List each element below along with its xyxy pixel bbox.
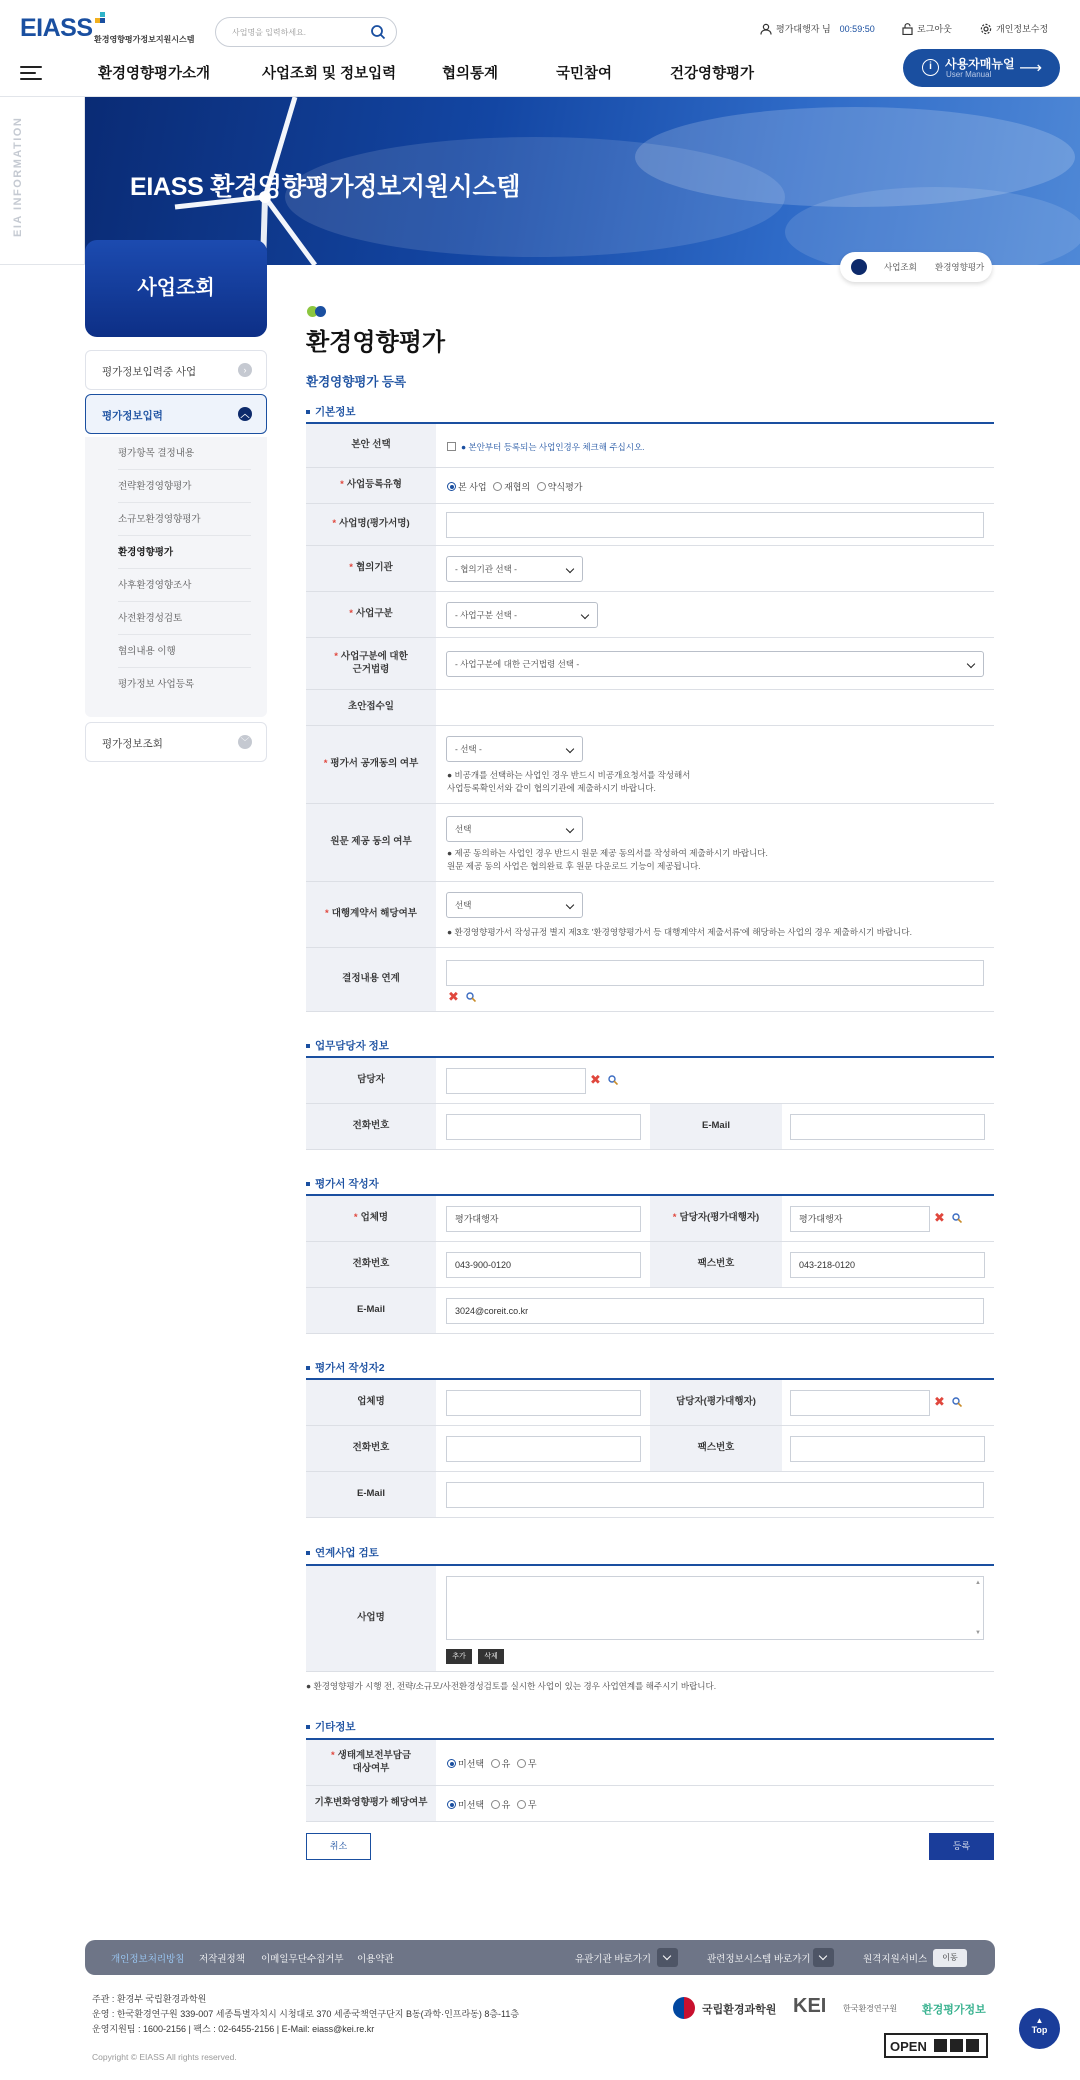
sub-item[interactable]: 협의내용 이행 <box>118 635 251 668</box>
chevron-down-icon[interactable] <box>813 1948 834 1967</box>
search-icon[interactable] <box>608 1075 618 1085</box>
label-manager-person: 담당자 <box>306 1058 436 1103</box>
label-manager-email: E-Mail <box>650 1104 782 1149</box>
label-writer-company: * 업체명 <box>306 1196 436 1241</box>
label-climate: 기후변화영향평가 해당여부 <box>306 1786 436 1821</box>
scroll-top-button[interactable] <box>1019 2008 1060 2049</box>
user-name: 평가대행자 님 <box>776 24 831 34</box>
sub-item[interactable]: 평가정보 사업등록 <box>118 679 195 690</box>
row-link <box>306 948 994 1012</box>
menu-icon[interactable] <box>20 66 42 80</box>
arrow-right-icon: ⟶ <box>1019 60 1042 77</box>
home-icon[interactable] <box>851 259 867 275</box>
manual-label: 사용자매뉴얼 <box>945 57 1015 71</box>
user-manual-button[interactable] <box>903 49 1060 87</box>
manual-sublabel: User Manual <box>946 70 992 79</box>
section-title-writer: 평가서 작성자 <box>306 1176 379 1191</box>
chevron-down-icon[interactable] <box>657 1948 678 1967</box>
page-title: 환경영향평가 <box>306 329 446 356</box>
label-eco: * 생태계보전부담금 대상여부 <box>306 1740 436 1785</box>
nav-participation[interactable]: 국민참여 <box>556 66 613 82</box>
public-select[interactable]: - 선택 - <box>446 736 583 762</box>
org-kei[interactable]: KEI <box>793 1995 827 2017</box>
writer-company-input[interactable]: 평가대행자 <box>446 1206 641 1232</box>
row-source <box>306 804 994 882</box>
section-title-related: 연계사업 검토 <box>306 1545 379 1560</box>
label-agent: * 대행계약서 해당여부 <box>306 882 436 947</box>
logo-text: EIASS <box>20 14 93 42</box>
footer-contact: 운영지원팀 : 1600-2156 | 팩스 : 02-6455-2156 | E-Mail: eiass@kei.re.kr <box>92 2024 375 2034</box>
label-writer2-company: 업체명 <box>306 1380 436 1425</box>
bonan-note: ● 본안부터 등록되는 사업인경우 체크해 주십시오. <box>461 442 645 452</box>
footer-shortcut-remote[interactable]: 원격지원서비스 <box>863 1954 928 1965</box>
writer2-phone-input[interactable] <box>446 1436 641 1462</box>
nav-stats[interactable]: 협의통계 <box>442 66 499 82</box>
sub-item[interactable]: 전략환경영향평가 <box>118 470 251 503</box>
label-writer2-fax: 팩스번호 <box>650 1426 782 1471</box>
row-manager-person <box>306 1058 994 1104</box>
search-icon[interactable] <box>370 24 386 40</box>
row-bonan <box>306 424 994 468</box>
chevron-up-icon: ︿ <box>238 407 252 421</box>
info-icon: i <box>922 59 939 76</box>
footer-link-terms[interactable]: 이용약관 <box>357 1954 394 1965</box>
footer-bar <box>85 1940 995 1975</box>
session-timer: 00:59:50 <box>839 23 875 34</box>
scroll-up-icon[interactable]: ▲ <box>975 1580 981 1586</box>
writer2-company-input[interactable] <box>446 1390 641 1416</box>
sub-item-active[interactable]: 환경영향평가 <box>118 536 251 569</box>
footer-shortcut-related[interactable]: 유관기관 바로가기 <box>575 1954 652 1965</box>
row-writer2-company <box>306 1380 994 1426</box>
category-select[interactable]: - 사업구분 선택 - <box>446 602 598 628</box>
writer-person-input[interactable]: 평가대행자 <box>790 1206 930 1232</box>
label-writer2-person: 담당자(평가대행자) <box>650 1380 782 1425</box>
row-writer-contact <box>306 1242 994 1288</box>
snb-item-label: 평가정보입력 <box>102 410 163 422</box>
top-label: Top <box>1031 2025 1048 2035</box>
row-category <box>306 592 994 638</box>
search-icon[interactable] <box>466 992 476 1002</box>
manager-phone-input[interactable] <box>446 1114 641 1140</box>
clear-icon[interactable]: ✖ <box>590 1072 601 1087</box>
writer-fax-input[interactable]: 043-218-0120 <box>790 1252 985 1278</box>
agency-select[interactable]: - 협의기관 선택 - <box>446 556 583 582</box>
label-name: * 사업명(평가서명) <box>306 504 436 545</box>
writer-phone-input[interactable]: 043-900-0120 <box>446 1252 641 1278</box>
nav-project[interactable]: 사업조회 및 정보입력 <box>262 66 397 82</box>
profile-button[interactable] <box>980 22 1048 35</box>
section-title-basic: 기본정보 <box>306 404 356 419</box>
delete-button[interactable]: 삭제 <box>478 1649 504 1664</box>
logout-label: 로그아웃 <box>917 24 952 34</box>
label-related: 사업명 <box>306 1566 436 1671</box>
go-button[interactable]: 이동 <box>933 1949 967 1967</box>
snb-title: 사업조회 <box>85 240 267 337</box>
law-select[interactable]: - 사업구분에 대한 근거법령 선택 - <box>446 651 984 677</box>
nav-health[interactable]: 건강영향평가 <box>670 66 755 82</box>
footer-operator: 운영 : 한국환경연구원 339-007 세종특별자치시 시청대로 370 세종국책연구단지 B동(과학·인프라동) 8층-11층 <box>92 2009 520 2019</box>
label-public: * 평가서 공개동의 여부 <box>306 726 436 803</box>
snb-item-label: 평가정보입력중 사업 <box>102 366 197 378</box>
gear-icon <box>980 23 992 35</box>
label-type: * 사업등록유형 <box>306 468 436 503</box>
snb-item-label: 평가정보조회 <box>102 738 163 750</box>
clear-icon[interactable]: ✖ <box>934 1210 945 1225</box>
climate-radio-group[interactable]: 미선택 유 무 <box>447 1798 541 1811</box>
project-name-input[interactable] <box>446 512 984 538</box>
label-source: 원문 제공 동의 여부 <box>306 804 436 881</box>
footer-copyright: Copyright © EIASS All rights reserved. <box>92 2052 237 2062</box>
label-writer-email: E-Mail <box>306 1288 436 1333</box>
banner-title: EIASS 환경영향평가정보지원시스템 <box>130 173 521 201</box>
source-note: ● 제공 동의하는 사업인 경우 반드시 원문 제공 동의서를 작성하여 제출하시기 바랍니다. 원문 제공 동의 사업은 협의완료 후 원문 다운로드 기능이 제공됩니다. <box>447 848 768 871</box>
search-icon[interactable] <box>952 1213 962 1223</box>
row-writer-company <box>306 1196 994 1242</box>
sub-item[interactable]: 사전환경성검토 <box>118 602 251 635</box>
row-eco <box>306 1740 994 1786</box>
user-info <box>760 22 875 35</box>
link-input[interactable] <box>446 960 984 986</box>
side-strip <box>0 97 85 265</box>
row-law <box>306 638 994 690</box>
row-related <box>306 1566 994 1672</box>
snb-submenu <box>85 437 267 717</box>
org-nier[interactable]: 국립환경과학원 <box>702 2004 777 2016</box>
logout-button[interactable] <box>902 22 952 35</box>
row-manager-contact <box>306 1104 994 1150</box>
row-writer-email <box>306 1288 994 1334</box>
search-icon[interactable] <box>952 1397 962 1407</box>
snb-item-pending[interactable] <box>85 350 267 390</box>
source-select[interactable]: 선택 <box>446 816 583 842</box>
agent-select[interactable]: 선택 <box>446 892 583 918</box>
row-receipt <box>306 690 994 726</box>
row-name <box>306 504 994 546</box>
row-climate <box>306 1786 994 1822</box>
row-writer2-contact <box>306 1426 994 1472</box>
clear-icon[interactable]: ✖ <box>934 1394 945 1409</box>
section-title-manager: 업무담당자 정보 <box>306 1038 389 1053</box>
header <box>0 0 1080 97</box>
related-textarea[interactable] <box>446 1576 984 1640</box>
label-writer-person: * 담당자(평가대행자) <box>650 1196 782 1241</box>
label-law: * 사업구분에 대한 근거법령 <box>306 638 436 689</box>
lock-icon <box>902 23 913 35</box>
search-input[interactable] <box>215 17 397 47</box>
chevron-down-icon: ﹀ <box>238 735 252 749</box>
manager-email-input[interactable] <box>790 1114 985 1140</box>
section-title-etc: 기타정보 <box>306 1719 356 1734</box>
row-writer2-email <box>306 1472 994 1518</box>
nier-logo-icon <box>673 1997 695 2019</box>
label-writer2-email: E-Mail <box>306 1472 436 1517</box>
chevron-up-icon: ▲ <box>1035 2016 1044 2025</box>
label-category: * 사업구분 <box>306 592 436 637</box>
sub-item[interactable]: 평가항목 결정내용 <box>118 437 251 470</box>
writer2-fax-input[interactable] <box>790 1436 985 1462</box>
org-eia[interactable]: 환경평가정보 <box>922 2004 986 2016</box>
related-note: ● 환경영향평가 시행 전, 전략/소규모/사전환경성검토를 실시한 사업이 있는 경우 사업연계를 해주시기 바랍니다. <box>306 1681 717 1691</box>
agent-note: ● 환경영향평가서 작성규정 별지 제3호 '환경영향평가서 등 대행계약서 제출서류'에 해당하는 사업의 경우 제출하시기 바랍니다. <box>447 927 912 937</box>
bonan-checkbox[interactable] <box>447 442 456 451</box>
breadcrumb-item-2[interactable]: 환경영향평가 <box>935 262 985 272</box>
footer-link-copyright[interactable]: 저작권정책 <box>199 1954 245 1965</box>
snb-item-search[interactable] <box>85 722 267 762</box>
writer-email-input[interactable]: 3024@coreit.co.kr <box>446 1298 984 1324</box>
user-icon <box>760 23 772 35</box>
breadcrumb-item-1[interactable]: 사업조회 <box>884 262 917 272</box>
label-writer-phone: 전화번호 <box>306 1242 436 1287</box>
open-license-text: OPEN <box>890 2039 927 2054</box>
eco-radio-group[interactable]: 미선택 유 무 <box>447 1757 541 1770</box>
sub-item[interactable]: 사후환경영향조사 <box>118 569 251 602</box>
label-writer-fax: 팩스번호 <box>650 1242 782 1287</box>
footer-shortcut-systems[interactable]: 관련정보시스템 바로가기 <box>707 1954 811 1965</box>
snb-item-input[interactable] <box>85 394 267 434</box>
manager-person-input[interactable] <box>446 1068 586 1094</box>
writer2-email-input[interactable] <box>446 1482 984 1508</box>
label-manager-phone: 전화번호 <box>306 1104 436 1149</box>
chevron-right-icon: › <box>238 363 252 377</box>
breadcrumb <box>840 252 992 282</box>
label-link: 결정내용 연계 <box>306 948 436 1011</box>
sub-item[interactable]: 소규모환경영향평가 <box>118 503 251 536</box>
row-agency <box>306 546 994 592</box>
writer2-person-input[interactable] <box>790 1390 930 1416</box>
nav-intro[interactable]: 환경영향평가소개 <box>98 66 211 82</box>
profile-label: 개인정보수정 <box>996 24 1049 34</box>
row-type <box>306 468 994 504</box>
public-note: ● 비공개를 선택하는 사업인 경우 반드시 비공개요청서를 작성해서 사업등록확인서와 같이 협의기관에 제출하시기 바랍니다. <box>447 770 691 793</box>
footer-host: 주관 : 환경부 국립환경과학원 <box>92 1994 207 2004</box>
clear-icon[interactable]: ✖ <box>448 989 459 1004</box>
logo-mark-icon <box>95 12 109 24</box>
type-radio-group[interactable]: 본 사업 재협의 약식평가 <box>447 480 587 493</box>
row-public <box>306 726 994 804</box>
footer-link-privacy[interactable]: 개인정보처리방침 <box>111 1954 185 1965</box>
row-agent <box>306 882 994 948</box>
cancel-button[interactable]: 취소 <box>306 1833 371 1860</box>
open-license-badge <box>884 2033 988 2058</box>
label-agency: * 협의기관 <box>306 546 436 591</box>
logo-subtitle: 환경영향평가정보지원시스템 <box>94 35 195 44</box>
footer-link-email[interactable]: 이메일무단수집거부 <box>261 1954 344 1965</box>
search-placeholder: 사업명을 입력하세요. <box>232 28 306 37</box>
submit-button[interactable]: 등록 <box>929 1833 994 1860</box>
scroll-down-icon[interactable]: ▼ <box>975 1630 981 1636</box>
page-subtitle: 환경영향평가 등록 <box>306 375 407 389</box>
side-strip-text: EIA INFORMATION <box>12 116 24 237</box>
logo[interactable] <box>20 14 195 44</box>
label-writer2-phone: 전화번호 <box>306 1426 436 1471</box>
label-bonan: 본안 선택 <box>306 424 436 467</box>
label-receipt: 초안접수일 <box>306 690 436 725</box>
section-title-writer2: 평가서 작성자2 <box>306 1360 385 1375</box>
add-button[interactable]: 추가 <box>446 1649 472 1664</box>
org-kei-sub: 한국환경연구원 <box>843 2004 898 2013</box>
